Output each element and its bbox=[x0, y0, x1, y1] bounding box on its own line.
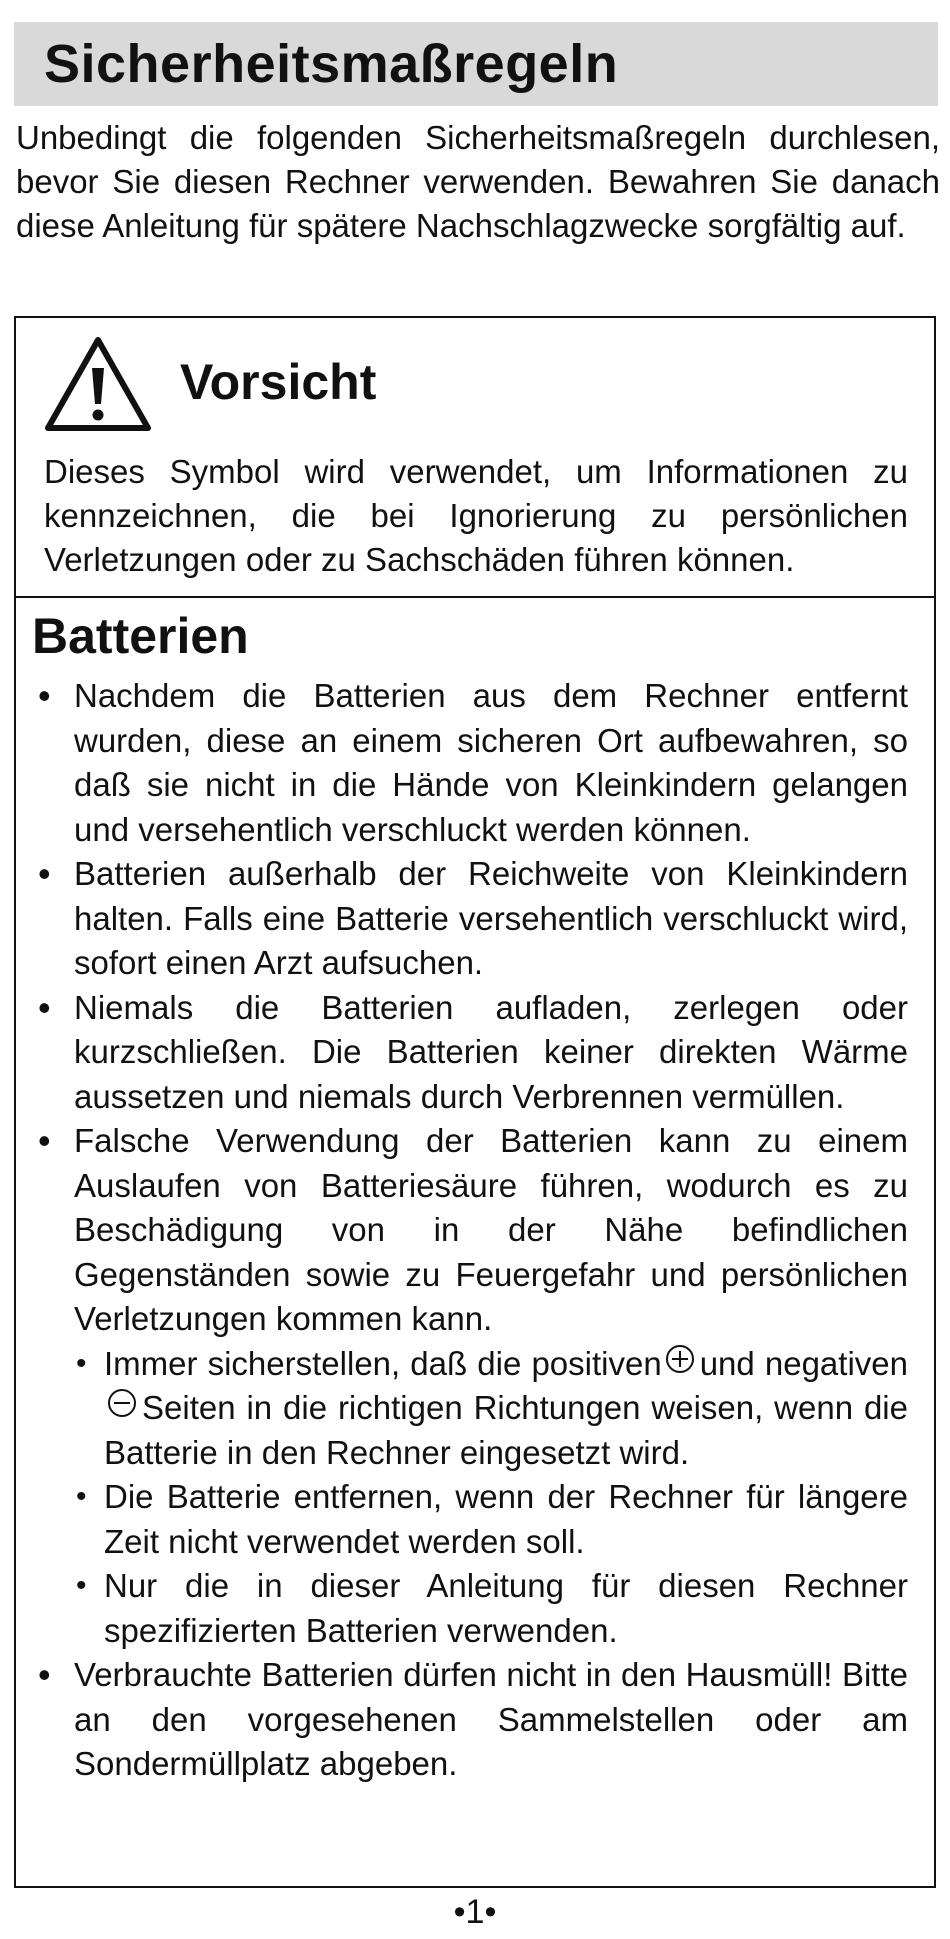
sub-item-text: Seiten in die richtigen Richtungen weisen, wenn die Batterie in den Rechner eingesetzt wird. bbox=[104, 1389, 908, 1471]
list-item: • Nachdem die Batterien aus dem Rechner entfernt wurden, diese an einem sicheren Ort aufbewahren, so daß sie nicht in die Hände von Kleinkindern gelangen und versehentlich verschluckt werden können. bbox=[16, 674, 934, 852]
batteries-heading: Batterien bbox=[32, 608, 249, 664]
sub-list-item: • Die Batterie entfernen, wenn der Rechner für längere Zeit nicht verwendet werden soll. bbox=[74, 1475, 908, 1564]
sub-list-item: • Nur die in dieser Anleitung für diesen Rechner spezifizierten Batterien verwenden. bbox=[74, 1564, 908, 1653]
caution-section bbox=[16, 318, 934, 598]
list-item bbox=[16, 1119, 934, 1653]
list-item: • Verbrauchte Batterien dürfen nicht in den Hausmüll! Bitte an den vorgesehenen Sammelstellen oder am Sondermüllplatz abgeben. bbox=[16, 1653, 934, 1787]
page-number: •1• bbox=[453, 1893, 497, 1931]
sub-item-text: Immer sicherstellen, daß die positiven bbox=[104, 1344, 662, 1382]
caution-heading: Vorsicht bbox=[180, 354, 377, 410]
page-title: Sicherheitsmaßregeln bbox=[44, 34, 619, 94]
plus-pole-icon bbox=[666, 1345, 694, 1373]
warning-triangle-icon bbox=[42, 334, 154, 434]
list-item-text: Falsche Verwendung der Batterien kann zu einem Auslaufen von Batteriesäure führen, wodurch es zu Beschädigung von in der Nähe befindlichen Gegenständen sowie zu Feuergefahr und persönlichen Verletzungen kommen kann. bbox=[74, 1122, 908, 1337]
title-bar bbox=[14, 22, 938, 106]
safety-box bbox=[14, 316, 936, 1888]
list-item: • Batterien außerhalb der Reichweite von Kleinkindern halten. Falls eine Batterie versehentlich verschluckt wird, sofort einen Arzt aufsuchen. bbox=[16, 852, 934, 986]
sub-item-text: und negativen bbox=[699, 1344, 908, 1382]
caution-text: Dieses Symbol wird verwendet, um Informationen zu kennzeichnen, die bei Ignorierung zu persönlichen Verletzungen oder zu Sachschäden führen können. bbox=[44, 453, 908, 578]
batteries-list bbox=[16, 674, 934, 1787]
sub-list bbox=[74, 1342, 908, 1654]
intro-paragraph: Unbedingt die folgenden Sicherheitsmaßregeln durchlesen, bevor Sie diesen Rechner verwenden. Bewahren Sie danach diese Anleitung für spätere Nachschlagzwecke sorgfältig auf. bbox=[16, 119, 940, 244]
list-item: • Niemals die Batterien aufladen, zerlegen oder kurzschließen. Die Batterien keiner direkten Wärme aussetzen und niemals durch Verbrennen vermüllen. bbox=[16, 986, 934, 1120]
sub-list-item bbox=[74, 1342, 908, 1476]
minus-pole-icon bbox=[108, 1389, 136, 1417]
